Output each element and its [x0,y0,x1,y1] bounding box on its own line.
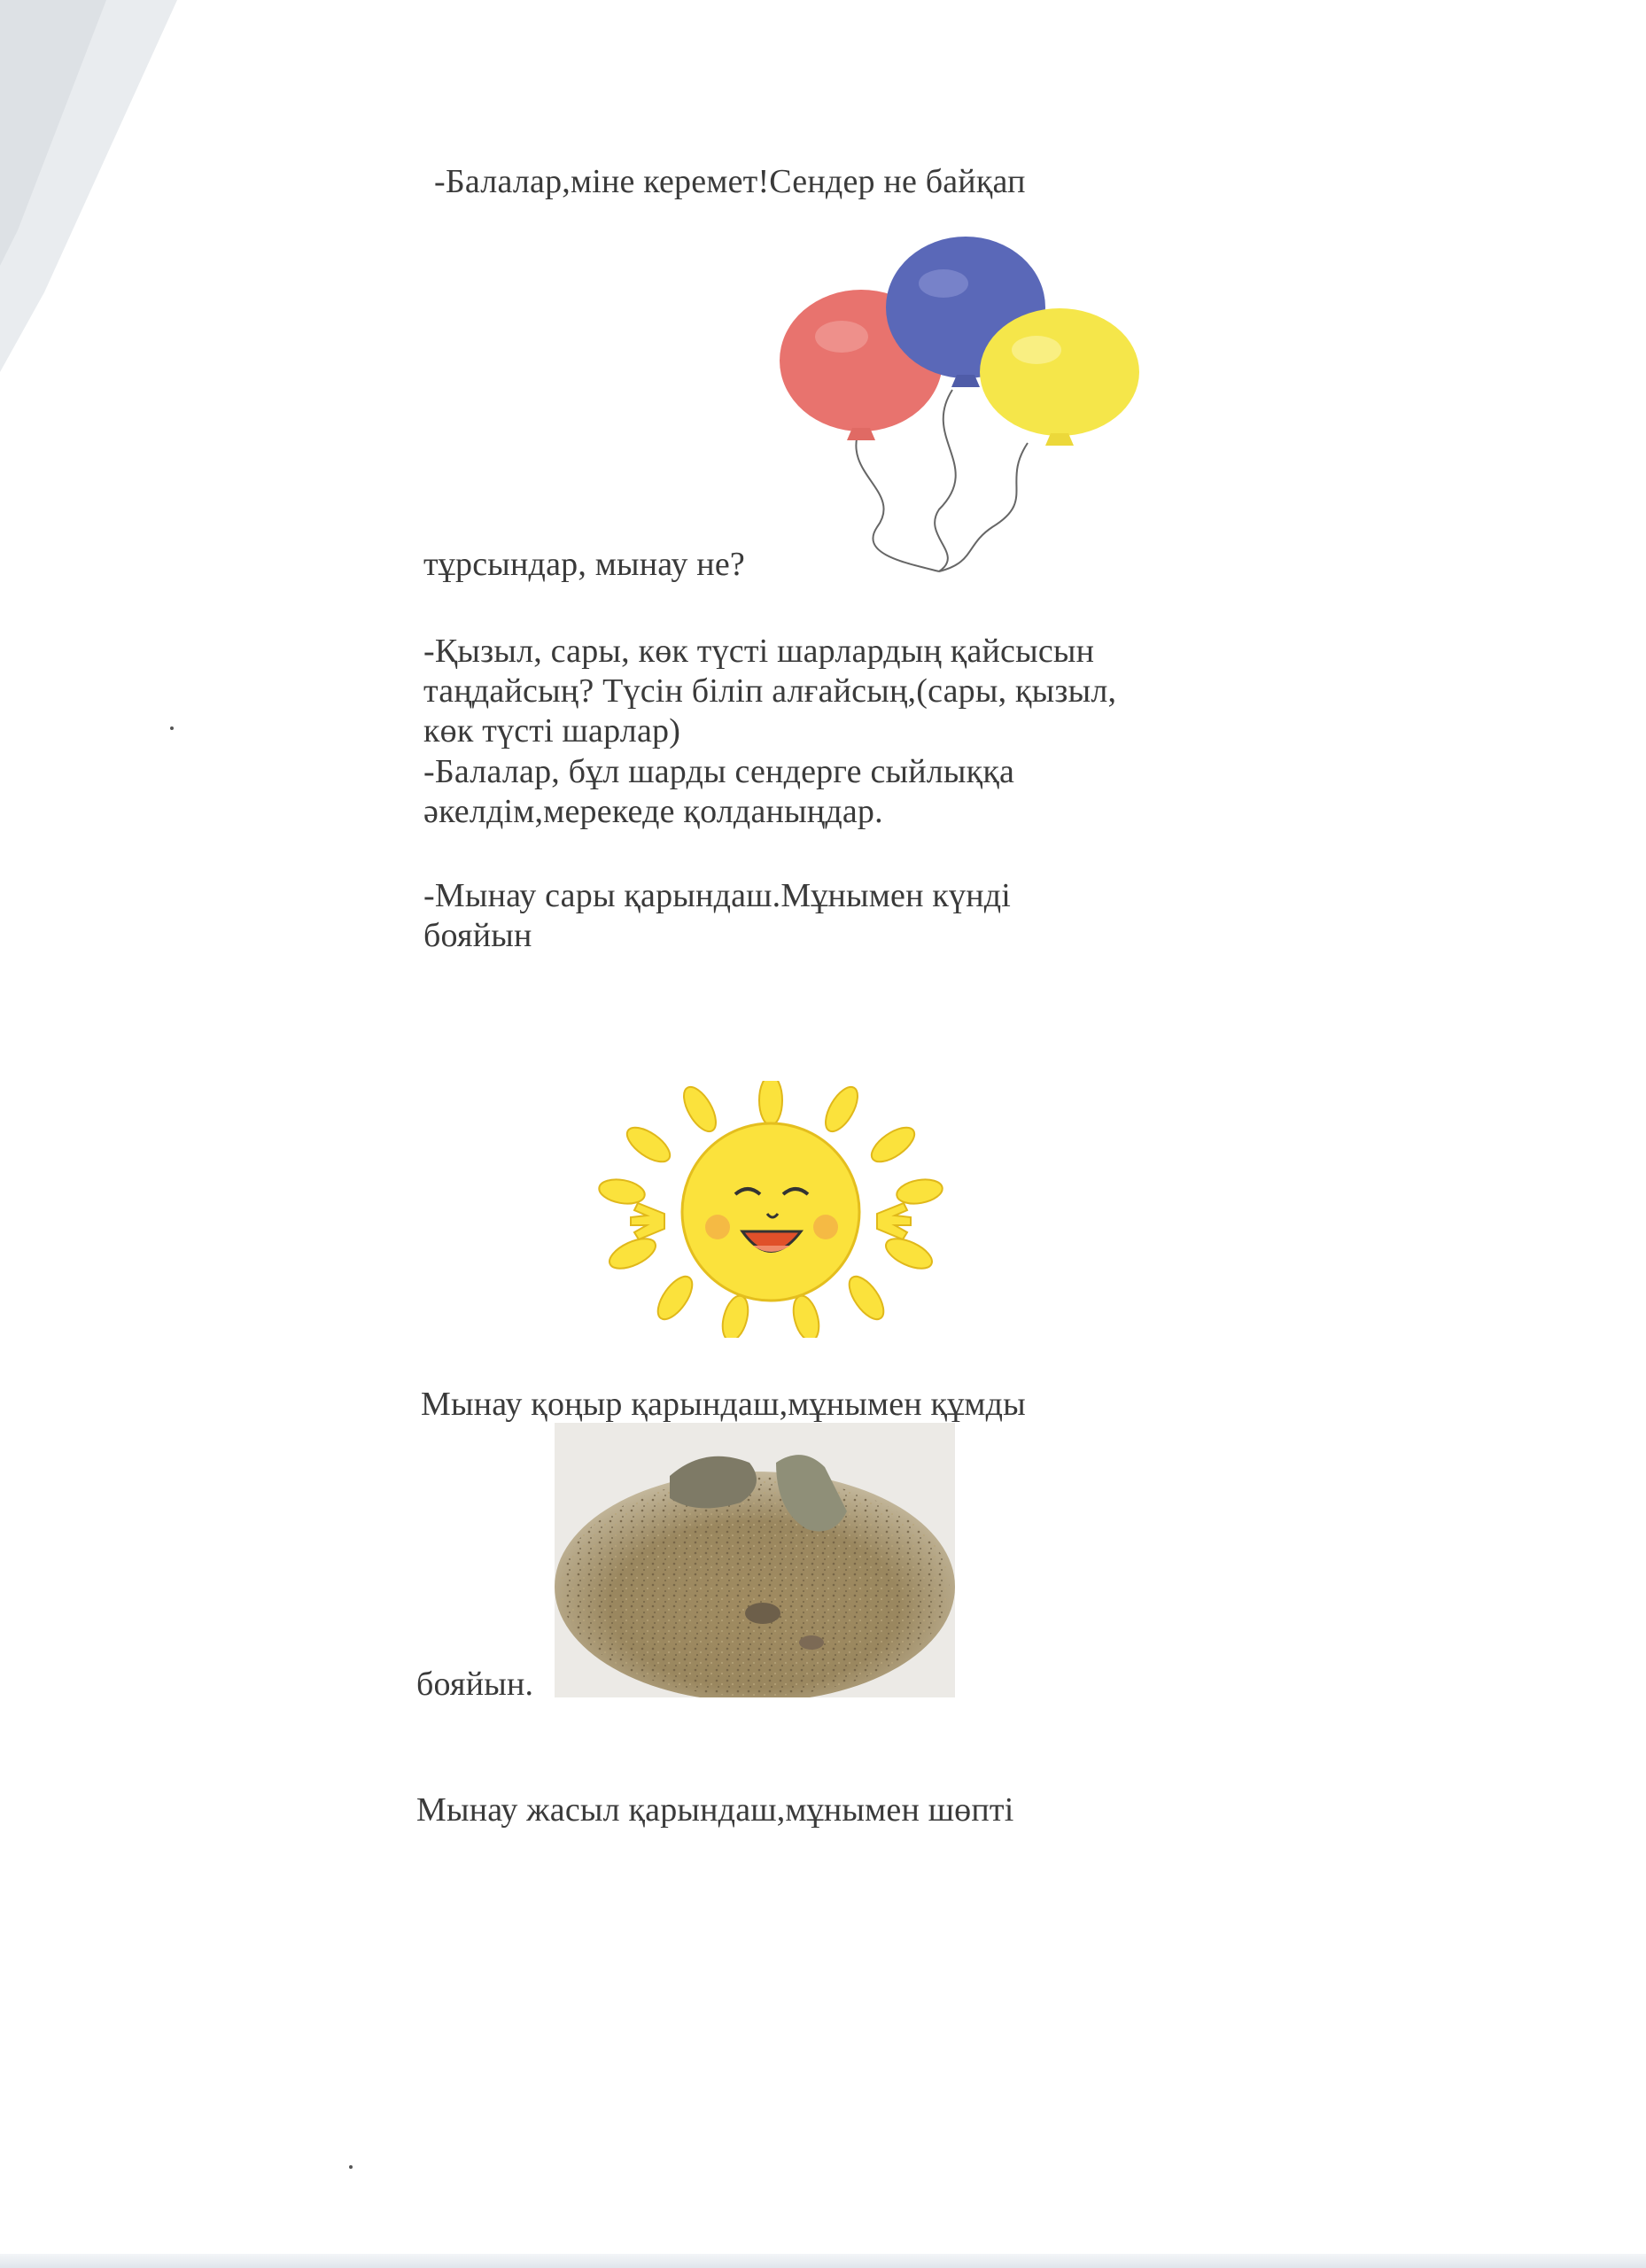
text-line: бояйын. [416,1666,534,1703]
scan-speck [349,2165,353,2169]
text-line: -Балалар,міне керемет!Сендер не байқап [434,163,1026,200]
scan-edge-bottom [0,2254,1646,2268]
text-line: таңдайсың? Түсін біліп алғайсың,(сары, қызыл, [423,672,1117,710]
text-line: -Балалар, бұл шарды сендерге сыйлыққа [423,753,1015,790]
text-line: көк түсті шарлар) [423,712,681,750]
text-line: Мынау жасыл қарындаш,мұнымен шөпті [416,1791,1014,1829]
balloons-icon [771,235,1143,580]
text-line: әкелдім,мерекеде қолданыңдар. [423,793,883,830]
scan-speck [170,726,174,730]
text-line: тұрсындар, мынау не? [423,546,745,583]
smiling-sun-icon [585,1081,957,1338]
text-line: -Қызыл, сары, көк түсті шарлардың қайсысын [423,633,1095,670]
text-line: бояйын [423,917,532,954]
text-line: -Мынау сары қарындаш.Мұнымен күнді [423,877,1012,914]
scan-shadow-corner [0,0,186,372]
text-line: Мынау қоңыр қарындаш,мұнымен құмды [421,1386,1026,1423]
sand-pile-photo [555,1423,955,1697]
